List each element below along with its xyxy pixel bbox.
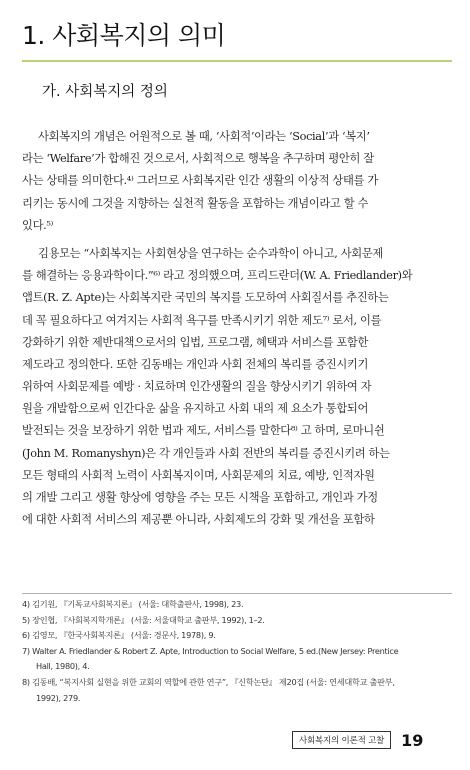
running-footer-label: 사회복지의 이론적 고찰 [292, 731, 391, 749]
footnote: 5) 장인협, 『사회복지학개론』 (서울: 서울대학교 출판부, 1992), 1–2. [22, 614, 265, 625]
text-line: 의 개발 그리고 생활 향상에 영향을 주는 모든 시책을 포함하고, 개인과 가정 [22, 491, 378, 504]
text-line: 를 해결하는 응용과학이다.”⁶⁾ 라고 정의했으며, 프리드란더(W. A. Friedlander)와 [22, 269, 413, 283]
paragraph-2 [22, 243, 442, 531]
text-line: 강화하기 위한 제반대책으로서의 입법, 프로그램, 혜택과 서비스를 포함한 [22, 335, 369, 349]
paragraph-1 [22, 126, 442, 237]
footnotes [22, 593, 452, 706]
text-line: 사회복지의 개념은 어원적으로 볼 때, ‘사회적’이라는 ‘Social’과 ‘복지’ [38, 130, 370, 143]
footnote-continuation: Hall, 1980), 4. [36, 661, 90, 672]
text-line: (John M. Romanyshyn)은 각 개인들과 사회 전반의 복리를 증진시키려 하는 [22, 446, 390, 460]
text-line: 김용모는 “사회복지는 사회현상을 연구하는 순수과학이 아니고, 사회문제 [38, 246, 383, 260]
page-footer [292, 729, 423, 751]
text-line: 에 대한 사회적 서비스의 제공뿐 아니라, 사회제도의 강화 및 개선을 포함하 [22, 513, 375, 527]
body-text [22, 126, 442, 531]
footnote: 8) 김동배, “복지사회 실현을 위한 교회의 역할에 관한 연구”, 『신학논단』 제20집 (서울: 연세대학교 출판부, [22, 676, 395, 687]
text-line: 모든 형태의 사회적 노력이 사회복지이며, 사회문제의 치료, 예방, 인적자원 [22, 468, 375, 482]
text-line: 리키는 동시에 그것을 지향하는 실천적 활동을 포함하는 개념이라고 할 수 [22, 196, 369, 210]
text-line: 원을 개발함으로써 인간다운 삶을 유지하고 사회 내의 제 요소가 통합되어 [22, 402, 369, 416]
text-line: 사는 상태를 의미한다.⁴⁾ 그러므로 사회복지란 인간 생활의 이상적 상태를 가 [22, 174, 378, 188]
text-line: 제도라고 정의한다. 또한 김동배는 개인과 사회 전체의 복리를 증진시키기 [22, 357, 369, 371]
text-line: 있다.⁵⁾ [22, 218, 53, 232]
section-title: 가. 사회복지의 정의 [42, 84, 168, 100]
page-number: 19 [401, 730, 424, 750]
footnote: 7) Walter A. Friedlander & Robert Z. Apte, Introduction to Social Welfare, 5 ed.(New Jersey: Prentice [22, 645, 399, 656]
text-line: 발전되는 것을 보장하기 위한 법과 제도, 서비스를 말한다⁸⁾ 고 하며, 로마니쉰 [22, 424, 385, 438]
footnote: 4) 김기원, 『기독교사회복지론』 (서울: 대학출판사, 1998), 23. [22, 599, 244, 609]
text-line: 위하여 사회문제를 예방 · 치료하며 인간생활의 질을 향상시키기 위하여 자 [22, 380, 372, 394]
chapter-rule [22, 60, 452, 62]
footnote-continuation: 1992), 279. [36, 692, 81, 703]
chapter-title: 1. 사회복지의 의미 [22, 21, 226, 50]
text-line: 앱트(R. Z. Apte)는 사회복지란 국민의 복지를 도모하여 사회질서를 추진하는 [22, 291, 389, 305]
text-line: 라는 ‘Welfare’가 합해진 것으로서, 사회적으로 행복을 추구하며 평안히 잘 [22, 152, 374, 166]
text-line: 데 꼭 필요하다고 여겨지는 사회적 욕구를 만족시키기 위한 제도⁷⁾ 로서, 이를 [22, 313, 382, 327]
footnote: 6) 김영모, 『한국사회복지론』 (서울: 경문사, 1978), 9. [22, 630, 216, 641]
